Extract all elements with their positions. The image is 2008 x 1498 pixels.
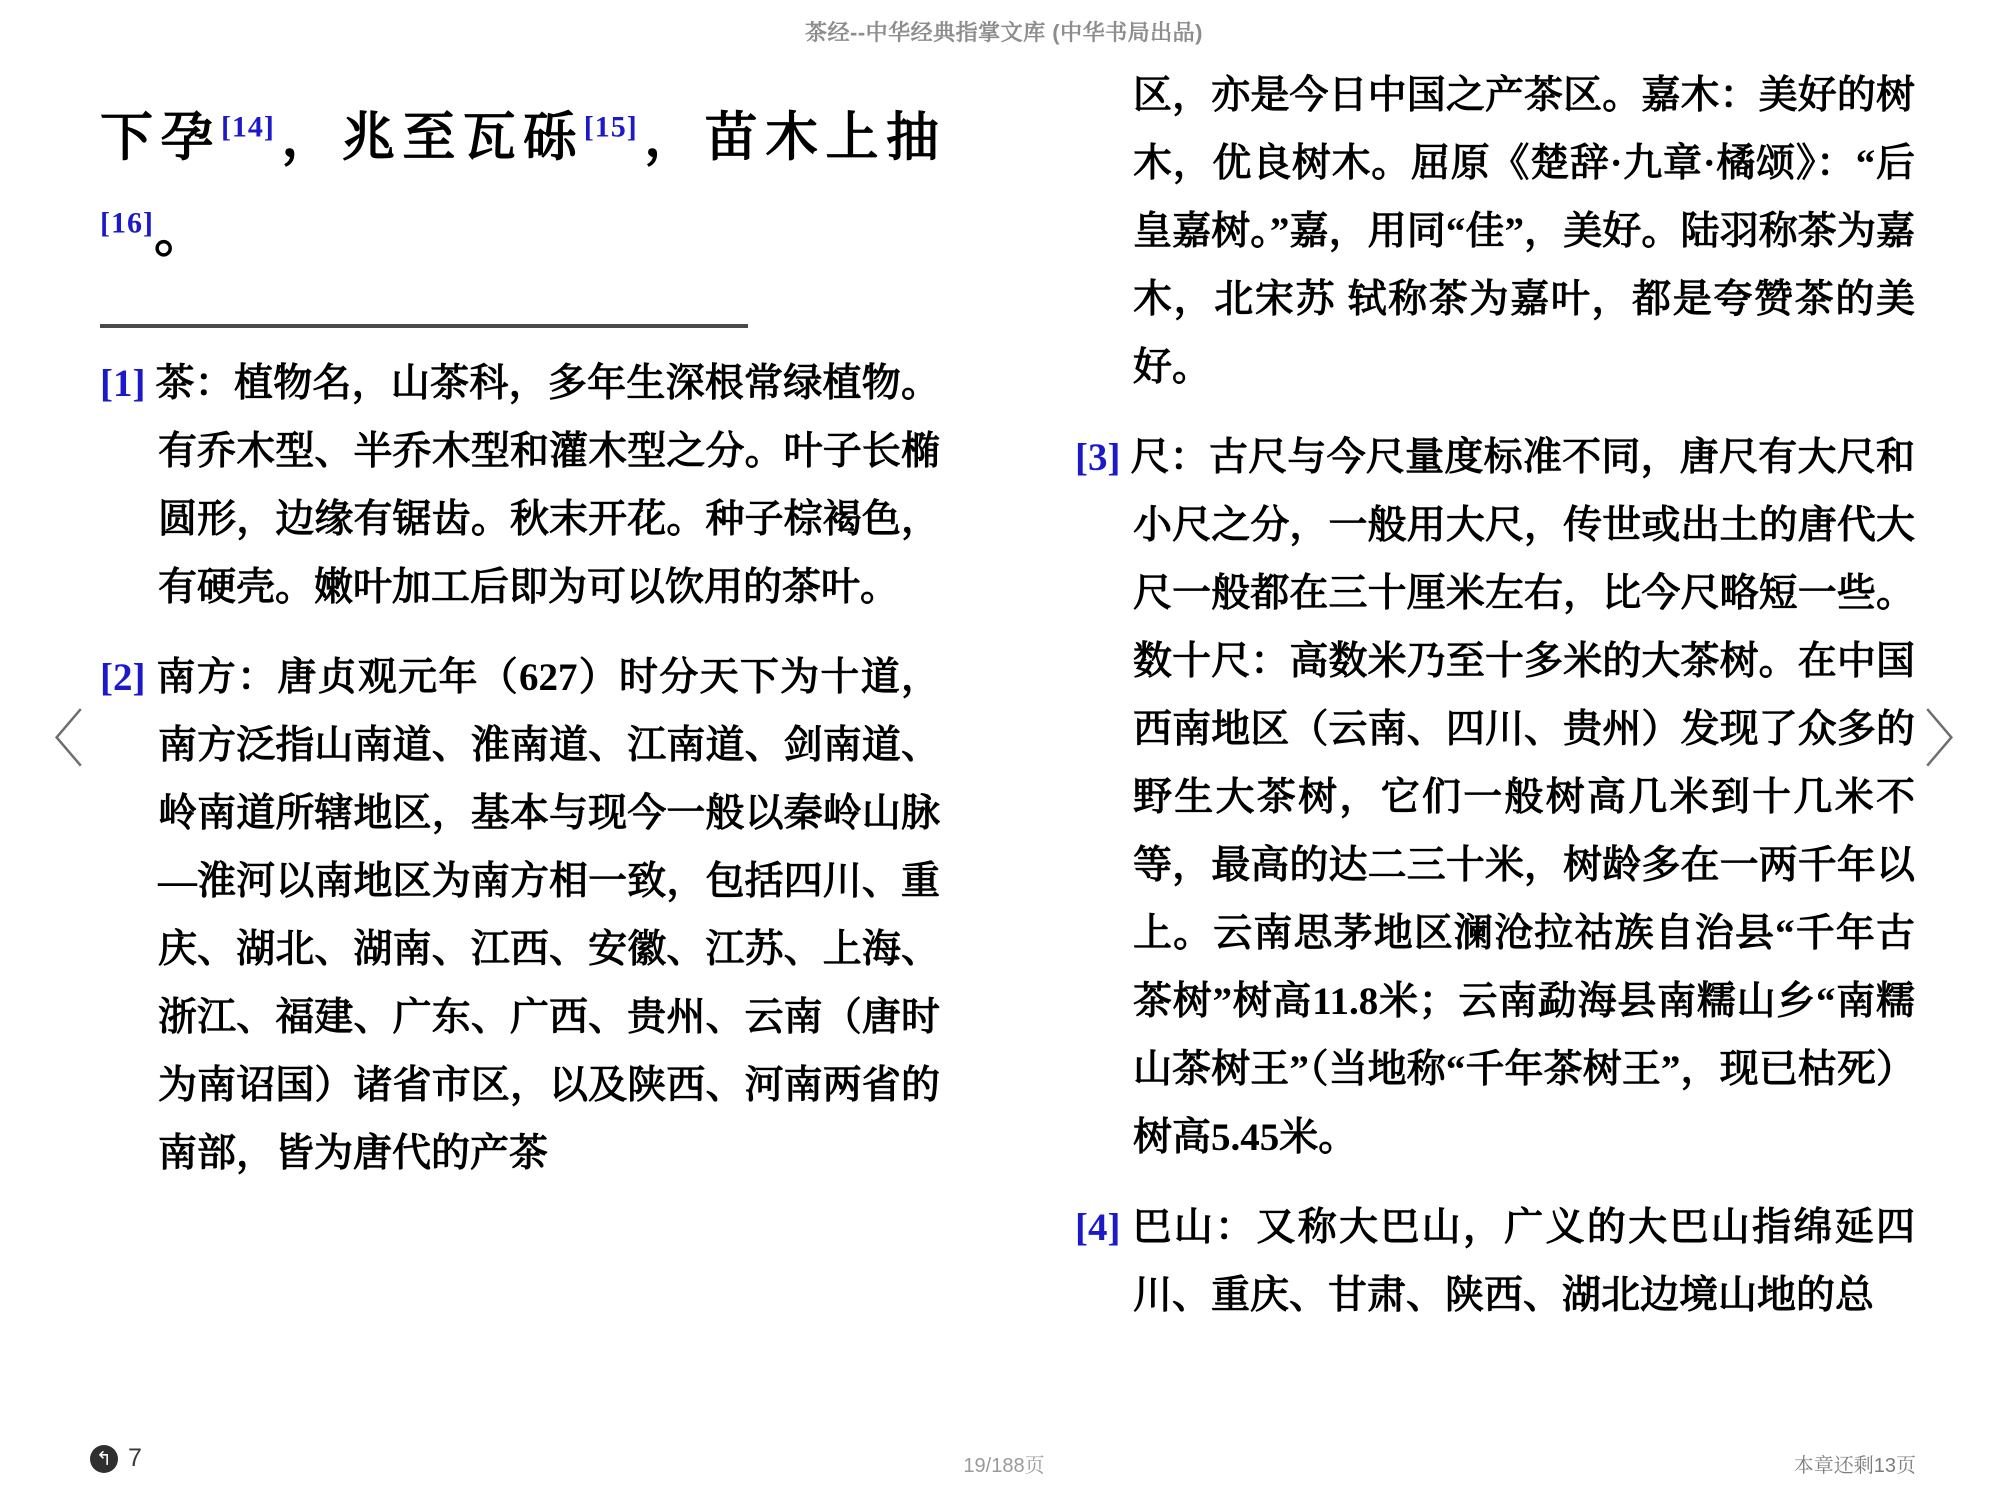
- footnote-2-continuation: 区，亦是今日中国之产茶区。嘉木：美好的树木，优良树木。屈原《楚辞·九章·橘颂》：“后皇嘉树。”嘉，用同“佳”，美好。陆羽称茶为嘉木，北宋苏 轼称茶为嘉叶，都是夸赞茶的美好。: [1133, 74, 1915, 389]
- footnote-ref-16[interactable]: [16]: [100, 206, 154, 240]
- passage-segment-1: 下孕: [100, 109, 221, 167]
- previous-page-arrow-icon[interactable]: 〈: [22, 703, 85, 776]
- footnote-1-text: 茶：植物名，山茶科，多年生深根常绿植物。有乔木型、半乔木型和灌木型之分。叶子长椭圆形，边缘有锯齿。秋末开花。种子棕褐色，有硬壳。嫩叶加工后即为可以饮用的茶叶。: [155, 362, 940, 609]
- footnote-4-marker[interactable]: [4]: [1075, 1206, 1121, 1249]
- footnote-2-text: 南方：唐贞观元年（627）时分天下为十道，南方泛指山南道、淮南道、江南道、剑南道、岭南道所辖地区，基本与现今一般以秦岭山脉—淮河以南地区为南方相一致，包括四川、重庆、湖北、湖南、江西、安徽、江苏、上海、浙江、福建、广东、广西、贵州、云南（唐时为南诏国）诸省市区，以及陕西、河南两省的南部，皆为唐代的产茶: [156, 656, 940, 1175]
- passage-segment-2: ，兆至瓦砾: [274, 109, 584, 167]
- book-title: 茶经--中华经典指掌文库 (中华书局出品): [805, 19, 1203, 45]
- page-progress: 19/188页: [963, 1455, 1045, 1477]
- back-arrow-icon[interactable]: ↰: [90, 1445, 118, 1473]
- footnote-2-marker[interactable]: [2]: [100, 656, 146, 699]
- footnote-ref-15[interactable]: [15]: [583, 110, 638, 144]
- page-content: [0, 62, 2008, 1432]
- passage-segment-3: ，苗木上抽: [637, 109, 940, 167]
- left-column: [100, 62, 940, 1432]
- chapter-number: 7: [128, 1444, 142, 1472]
- footnote-4: [1075, 1172, 1915, 1330]
- chapter-remaining: 本章还剩13页: [1793, 1455, 1916, 1477]
- footnote-1: [100, 328, 940, 622]
- footnote-3: [1075, 402, 1915, 1172]
- footer-bar: [0, 1432, 2008, 1498]
- header-bar: [0, 0, 2008, 62]
- footnote-1-marker[interactable]: [1]: [100, 362, 146, 405]
- footnote-3-text: 尺：古尺与今尺量度标准不同，唐尺有大尺和小尺之分，一般用大尺，传世或出土的唐代大尺一般都在三十厘米左右，比今尺略短一些。数十尺：高数米乃至十多米的大茶树。在中国西南地区（云南、四川、贵州）发现了众多的野生大茶树，它们一般树高几米到十几米不等，最高的达二三十米，树龄多在一两千年以上。云南思茅地区澜沧拉祜族自治县“千年古茶树”树高11.8米；云南勐海县南糯山乡“南糯山茶树王”（当地称“千年茶树王”，现已枯死）树高5.45米。: [1130, 436, 1915, 1159]
- footnote-2: [100, 622, 940, 1188]
- footnote-3-marker[interactable]: [3]: [1075, 436, 1121, 479]
- main-passage: [100, 62, 940, 282]
- right-column: [1075, 62, 1915, 1432]
- passage-segment-4: 。: [153, 205, 208, 263]
- next-page-arrow-icon[interactable]: 〉: [1923, 703, 1986, 776]
- footnote-ref-14[interactable]: [14]: [220, 110, 275, 144]
- footnote-4-text: 巴山：又称大巴山，广义的大巴山指绵延四川、重庆、甘肃、陕西、湖北边境山地的总: [1132, 1206, 1915, 1317]
